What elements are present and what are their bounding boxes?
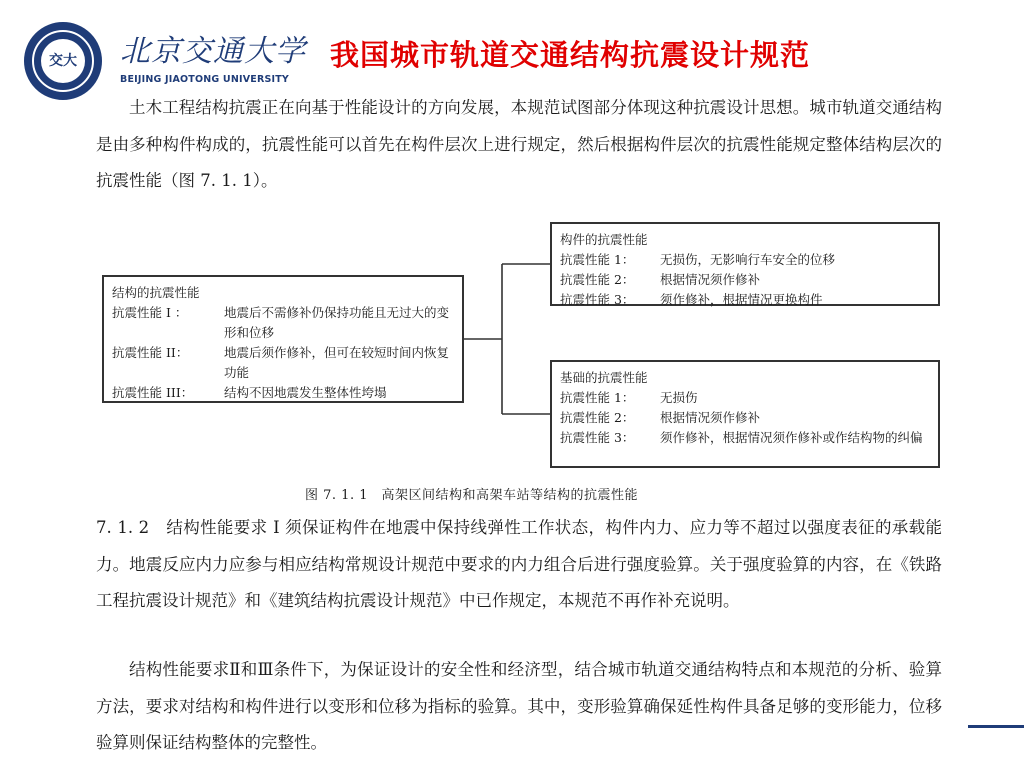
- foundation-row-label: 抗震性能 3：: [560, 430, 635, 445]
- foundation-row-text: 根据情况须作修补: [660, 410, 761, 425]
- component-row-label: 抗震性能 3：: [560, 292, 635, 307]
- component-row: [560, 250, 930, 270]
- structure-row: [112, 303, 454, 343]
- foundation-row-label: 抗震性能 1：: [560, 390, 635, 405]
- structure-row: [112, 383, 454, 403]
- foundation-row: [560, 408, 930, 428]
- figure-caption: 图 7. 1. 1 高架区间结构和高架车站等结构的抗震性能: [305, 488, 638, 503]
- section-7-1-2-paragraph: 7. 1. 2 结构性能要求 I 须保证构件在地震中保持线弹性工作状态，构件内力、应力等不超过以强度表征的承载能力。地震反应内力应参与相应结构常规设计规范中要求的内力组合后进行强度验算。关于强度验算的内容，在《铁路工程抗震设计规范》和《建筑结构抗震设计规范》中已作规定，本规范不再作补充说明。: [96, 518, 942, 610]
- component-row-text: 无损伤，无影响行车安全的位移: [660, 252, 836, 267]
- structure-row: [112, 343, 454, 383]
- foundation-row-label: 抗震性能 2：: [560, 410, 635, 425]
- component-row-label: 抗震性能 1：: [560, 252, 635, 267]
- foundation-performance-box: [550, 360, 940, 468]
- component-row: [560, 270, 930, 290]
- component-performance-box: [550, 222, 940, 306]
- component-row: [560, 290, 930, 310]
- foundation-row: [560, 428, 930, 448]
- structure-box-title: 结构的抗震性能: [112, 285, 200, 300]
- structure-row-label: 抗震性能 III：: [112, 385, 194, 400]
- structure-row-text: 结构不因地震发生整体性垮塌: [224, 385, 387, 400]
- foundation-box-title: 基础的抗震性能: [560, 370, 648, 385]
- component-row-text: 须作修补，根据情况更换构件: [660, 292, 823, 307]
- foundation-row-text: 须作修补，根据情况须作修补或作结构物的纠偏: [660, 430, 923, 445]
- university-name-en: BEIJING JIAOTONG UNIVERSITY: [120, 74, 289, 85]
- structure-row-label: 抗震性能 II：: [112, 345, 189, 360]
- structure-row-text: 地震后须作修补，但可在较短时间内恢复功能: [224, 345, 450, 380]
- accent-rule: [968, 725, 1024, 728]
- foundation-row: [560, 388, 930, 408]
- component-row-text: 根据情况须作修补: [660, 272, 761, 287]
- component-box-title: 构件的抗震性能: [560, 232, 648, 247]
- university-name-cn: 北京交通大学: [120, 34, 306, 69]
- seal-emblem: 交大: [41, 39, 85, 83]
- closing-paragraph: 结构性能要求Ⅱ和Ⅲ条件下，为保证设计的安全性和经济型，结合城市轨道交通结构特点和本规范的分析、验算方法，要求对结构和构件进行以变形和位移为指标的验算。其中，变形验算确保延性构件具备足够的变形能力，位移验算则保证结构整体的完整性。: [96, 660, 942, 752]
- structure-row-text: 地震后不需修补仍保持功能且无过大的变形和位移: [224, 305, 450, 340]
- intro-paragraph: 土木工程结构抗震正在向基于性能设计的方向发展，本规范试图部分体现这种抗震设计思想。城市轨道交通结构是由多种构件构成的，抗震性能可以首先在构件层次上进行规定，然后根据构件层次的抗震性能规定整体结构层次的抗震性能（图 7. 1. 1）。: [96, 98, 942, 190]
- structure-performance-box: [102, 275, 464, 403]
- structure-row-label: 抗震性能 I ：: [112, 305, 188, 320]
- foundation-row-text: 无损伤: [660, 390, 698, 405]
- component-row-label: 抗震性能 2：: [560, 272, 635, 287]
- slide-title: 我国城市轨道交通结构抗震设计规范: [330, 38, 811, 72]
